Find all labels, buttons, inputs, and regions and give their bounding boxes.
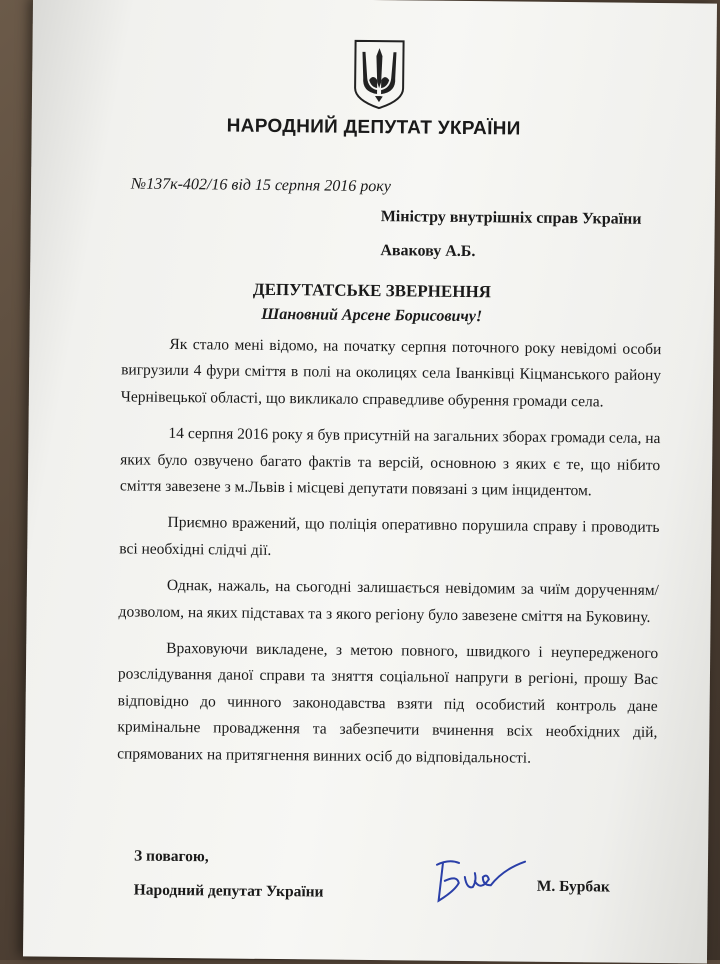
closing-position: Народний депутат України xyxy=(133,881,324,901)
signer-name: М. Бурбак xyxy=(536,877,610,896)
document-title: ДЕПУТАТСЬКЕ ЗВЕРНЕННЯ xyxy=(252,279,492,302)
body-paragraph: 14 серпня 2016 року я був присутній на загальних зборах громади села, на яких було озвучено багато фактів та версій, основною з яких є те, що нібито сміття завезене з м.Львів і місцеві депутати повязані з цим інцидентом. xyxy=(119,425,661,500)
closing-block xyxy=(134,840,325,910)
salutation: Шановний Арсене Борисовичу! xyxy=(261,305,483,326)
handwritten-signature xyxy=(428,851,539,912)
letter-sheet xyxy=(23,0,717,964)
body-paragraph: Як стало мені відомо, на початку серпня поточного року невідомі особи вигрузили 4 фури сміття в полі на околицях села Іванківці Кіцманського району Чернівецької області, що викликало справедливе обурення громади села. xyxy=(120,335,662,411)
closing-regards: З повагою, xyxy=(133,847,209,866)
body-paragraph: Приємно вражений, що поліція оперативно порушила справу і проводить всі необхідні слідчі дії. xyxy=(119,514,660,559)
header-title: НАРОДНИЙ ДЕПУТАТ УКРАЇНИ xyxy=(226,115,521,140)
addressee-block xyxy=(380,200,641,271)
addressee-line-ministry: Міністру внутрішніх справ України xyxy=(380,208,642,228)
reference-number: №137к-402/16 від 15 серпня 2016 року xyxy=(130,175,391,196)
body-paragraph: Однак, нажаль, на сьогодні залишається невідомим за чиїм дорученням/дозволом, на яких підставах та з якого регіону було завезене сміття на Буковину. xyxy=(118,577,659,626)
trident-emblem-icon xyxy=(352,38,407,111)
body-paragraph: Враховуючи викладене, з метою повного, швидкого і неупередженого розслідування даної справи та зняття соціальної напруги в регіоні, прошу Вас відповідно до чинного законодавства взяти під особистий контроль дане кримінальне провадження та забезпечити вчинення всіх необхідних дій, спрямованих на притягнення винних осіб до відповідальності. xyxy=(117,639,659,767)
letter-body xyxy=(117,331,662,783)
addressee-line-name: Авакову А.Б. xyxy=(380,242,476,261)
